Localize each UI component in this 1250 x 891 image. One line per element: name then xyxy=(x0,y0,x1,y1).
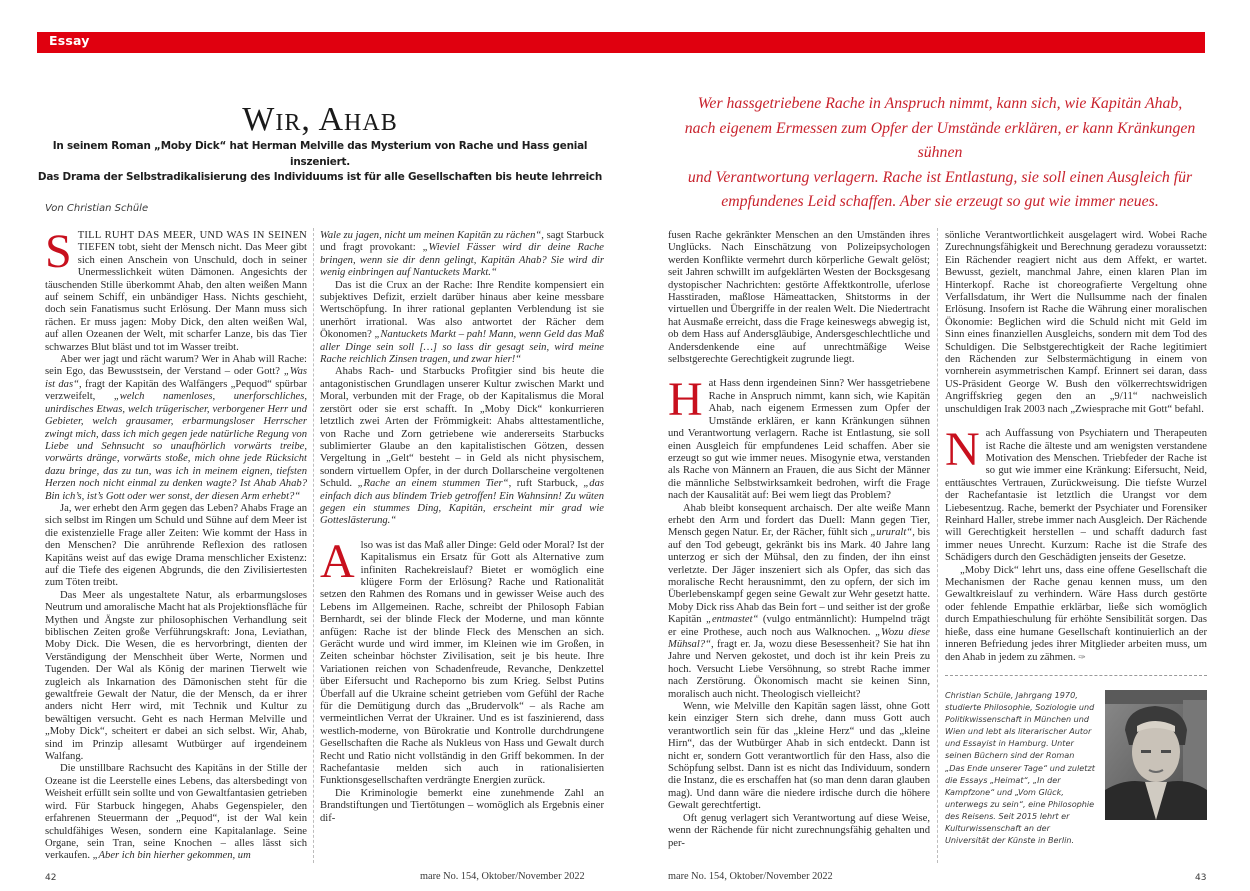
paragraph xyxy=(45,763,307,862)
paragraph xyxy=(320,534,604,788)
subtitle-line: Das Drama der Selbstradikalisierung des Individuums ist für alle Gesellschaften bis heute lehrreich xyxy=(37,171,603,183)
byline: Von Christian Schüle xyxy=(45,203,149,214)
paragraph: sönliche Verantwortlichkeit ausgelagert wird. Wobei Rache Zurechnungsfähigkeit und Berechnung geradezu voraussetzt: Ein Rächender reagiert nicht aus dem Affekt, er wartet. Bewusst, gezielt, manchmal Jahre, einen klaren Plan im Hinterkopf. Rache ist choreografierte Vergeltung ohne Verfallsdatum, ihr Wert die Nullsumme nach der finalen Erlösung. Insofern ist Rache die Währung einer moralischen Ökonomie: Beglichen wird die Schuld nicht mit Geld im Sinn eines finanziellen Ausgleichs, sondern mit dem Tod des Schuldigen. Die Selbstgerechtigkeit der Rache legitimiert den Rächenden zur Selbstermächtigung in einem von vornherein asymmetrischen Kampf. Erinnert sei daran, dass US-Präsident George W. Bush den völkerrechtswidrigen Angriffskrieg gegen den an „9/11“ nachweislich unschuldigen Irak 2003 nach „Zwiesprache mit Gott“ befahl. xyxy=(945,230,1207,415)
drop-cap: S xyxy=(45,225,72,278)
quote-text: „ururalt“ xyxy=(870,527,913,539)
paragraph-text: Die unstillbare Rachsucht des Kapitäns in der Stille der Ozeane ist die Leerstelle eines Lebens, das altersbedingt von Weisheit erfüllt sein sollte und von Gewaltfantasien getrieben wird. Für Starbuck hingegen, Ahabs Gegenspieler, den erfahrenen Steuermann der „Pequod“, ist der Wal kein schuldfähiges Wesen, sondern eine Kapitalanlage. Seine Organe, sein Tran, seine Knochen – alles lässt sich verkaufen. xyxy=(45,763,307,862)
drop-cap: H xyxy=(668,373,703,427)
article-column-4 xyxy=(945,230,1207,665)
author-photo xyxy=(1105,690,1207,820)
page-number-right: 43 xyxy=(1195,873,1207,883)
paragraph xyxy=(320,230,604,280)
pull-quote-line: nach eigenem Ermessen zum Opfer der Umstände erklären, er kann Kränkungen sühnen xyxy=(684,119,1196,161)
paragraph xyxy=(668,503,930,702)
pull-quote xyxy=(672,92,1208,215)
quote-text: „Aber ich bin hierher gekommen, um xyxy=(92,850,251,862)
paragraph xyxy=(668,373,930,502)
section-label: Essay xyxy=(49,33,90,48)
paragraph-text: , ruft Starbuck, xyxy=(508,478,584,490)
subtitle-line: In seinem Roman „Moby Dick“ hat Herman Melville das Mysterium von Rache und Hass genial inszeniert. xyxy=(52,140,588,168)
paragraph-text: Ahabs Rach- und Starbucks Profitgier sind bis heute die antagonistischen Grundlagen unserer Kultur zwischen Markt und Moral, verbunden mit der Frage, ob der Kapitalismus die Moral zerstört oder sie erst schafft. In „Moby Dick“ konkurrieren letztlich zwei Arten der Frömmigkeit: Ahabs alttestamentliche, von Rache und Zorn getriebene wie andererseits Starbucks sublimierter Glaube an den kapitalistischen Götzen, dessen Vergeltung in „Gelt“ besteht – in Geld als nicht physischem, sondern virtuellem Opfer, in der durch Dollarscheine vergoltenen Schuld. xyxy=(320,366,604,490)
paragraph-text: lso was ist das Maß aller Dinge: Geld oder Moral? Ist der Kapitalismus ein Ersatz für Gott als Alternative zum infiniten Rachekreislauf? Bietet er womöglich eine klügere Form der Erlösung? Rache und Rationalität setzen den Rahmen des Romans und in gewisser Weise auch des Lebens im Allgemeinen. Rache, schreibt der Philosoph Fabian Bernhardt, sei der blinde Fleck der Moderne, und man könnte anfügen: Rache ist der blinde Fleck des Menschen an sich. Gerächt wurde und wird immer, im Kleinen wie im Großen, in Zeiten scheinbar höchster Zivilisation, seit je bis heute. Ihre Variationen reichen von Schadenfreude, Revanche, Denkzettel über Eifersucht und Racheporno bis zum Krieg. Selbst Putins Überfall auf die Ukraine scheint getrieben vom Gefühl der Rache für die Demütigung durch das „Brudervolk“ – als Rache am vermeintlichen Verrat der Ukrainer. Und es ist faszinierend, dass westlich-moderne, von Bürokratie und Kontrolle durchdrungene Gesellschaften die Rache als Nukleus von Hass und Gewalt durch Recht und Ratio nicht vollständig in den Griff bekommen. In der Rachefantasie melden sich auch in rationalisierten Funktionsgesellschaften verdrängte Energien zurück. xyxy=(320,539,604,787)
quote-text: „Wieviel Fässer wird dir deine Rache bringen, wenn sie dir denn gelingt, Kapitän Ahab? Sie wird dir wenig einbringen auf Nantuckets Markt.“ xyxy=(320,242,604,279)
paragraph-text: , sagt Starbuck und fragt provokant: xyxy=(320,230,604,254)
issue-info-left: mare No. 154, Oktober/November 2022 xyxy=(420,871,585,882)
paragraph xyxy=(945,565,1207,665)
paragraph: fusen Rache gekränkter Menschen an den Umständen ihres Unglücks. Nach Einschätzung von Polizeipsychologen werden Konflikte vermehrt durch körperliche Gewalt gelöst; seit Jahren schwillt im aufgeklärten Westen der Bocksgesang dystopischer Nachrichten: gestörte Affektkontrolle, uferlose Hasstiraden, maßlose Hämeattacken, Shitstorms in der virtuellen und Übergriffe in der realen Welt. Die Niedertracht hat Ausmaße erreicht, dass die Frage keineswegs abwegig ist, ob dem Hass auf Andersgläubige, Andersgeschlechtliche und Andersdenkende eine auf unrechtmäßige Weise selbstgerechte Gerechtigkeit zugrunde liegt. xyxy=(668,230,930,366)
pull-quote-line: und Verantwortung verlagern. Rache ist Entlastung, sie soll einen Ausgleich für xyxy=(687,168,1193,186)
quote-text: „entmastet“ xyxy=(706,614,759,626)
paragraph-text: Das ist die Crux an der Rache: Ihre Rendite kompensiert ein subjektives Defizit, erzielt darüber hinaus aber keine messbare Wertschöpfung. In ihrer rational geplanten Verblendung ist sie unerhört irrational. Was also antwortet der Rächer dem Ökonomen? xyxy=(320,279,604,341)
quote-text: „Nantuckets Markt – pah! Mann, wenn Geld das Maß aller Dinge sein soll […] so lass dir gesagt sein, wird meine Rache reichlich Zinsen tragen, und zwar hier!“ xyxy=(320,329,604,366)
section-header-bar xyxy=(37,32,1205,53)
paragraph-text: , fragt der Kapitän des Walfängers „Pequod“ spürbar verzweifelt, xyxy=(45,378,307,403)
article-subtitle xyxy=(25,139,615,186)
paragraph xyxy=(45,354,307,503)
paragraph-text: tobt, sieht der Mensch nicht. Das Meer gibt sich einen Anschein von Unschuld, doch in seiner Unermesslichkeit wüten Dämonen. Angesichts der täuschenden Stille überkommt Ahab, den alten weißen Mann auf seinem Schiff, ein unbändiger Hass. Nichts geschieht, doch sein Fanatismus sucht Erlösung. Der Mann muss sich rächen. Er muss jagen: Moby Dick, den alten weißen Wal, auf allen Ozeanen der Welt, mit scharfer Lanze, bis das Tier schwarzes Blut bläst und tot im Wasser treibt. xyxy=(45,242,307,353)
quote-text: Wale zu jagen, nicht um meinen Kapitän zu rächen“ xyxy=(320,230,542,241)
quote-text: „welch namenloses, unerforschliches, unirdisches Etwas, welch trügerischer, verborgener Herr und Gebieter, welch grausamer, erbarmungsloser Herrscher zwingt mich, dass ich mich gegen jede natürliche Regung von Liebe und Sehnsucht so unaufhörlich vorwärts treibe, vorwärts dränge, vorwärts stoße, mich ohne jede Rücksicht dazu bringe, das zu tun, was ich in meinem eignen, tiefsten Herzen noch nicht einmal zu denken wagte? Ist Ahab Ahab? Bin ich’s, ist’s Gott oder wer sonst, der diesen Arm erhebt?“ xyxy=(45,391,307,502)
page-number-left: 42 xyxy=(45,873,57,883)
article-column-2 xyxy=(320,230,604,825)
column-divider xyxy=(313,228,314,863)
paragraph: Die Kriminologie bemerkt eine zunehmende Zahl an Brandstiftungen und Tiertötungen – womöglich als Ergebnis einer dif- xyxy=(320,787,604,824)
column-divider xyxy=(937,228,938,863)
quote-text: „Was ist das“ xyxy=(45,366,307,390)
paragraph: Das Meer als ungestaltete Natur, als erbarmungsloses Neutrum und amoralische Macht hat als Projektionsfläche für Mythen und Ängste zur philosophischen Verhandlung seit biblischen Zeiten große Verführungskraft: Jona, Leviathan, Moby Dick. Die Wesen, die es hervorbringt, dienten der Verständigung der Menschheit über Werte, Normen und Tugenden. Der Wal als König der marinen Tierwelt wie zugleich als Inkarnation des Dämonischen steht für die gewaltfreie Gewalt der Natur, die der Mensch, da er ihrer anders nicht Herr wird, mit Technik und Kultur zu bewältigen versucht. Geht es nach Herman Melville und „Moby Dick“, scheitert er dabei an sich selbst. Wir, Ahab, sind im Prinzip allesamt Wutbürger auf irgendeinem Walfang. xyxy=(45,589,307,763)
drop-cap: N xyxy=(945,423,980,477)
paragraph-text: , bis auf den Tod gebeugt, gekränkt bis ins Mark. 40 Jahre lang unterzog er sich der Mühsal, den zu finden, der ihn einst verletzte. Der Jäger inszeniert sich als Opfer, das sich das moralische Recht herausnimmt, den zu opfern, der sich im Überlebenskampf gegen seine Gewalt zur Wehr gesetzt hatte. Moby Dick riss Ahab das Bein fort – und seither ist der große Kapitän xyxy=(668,527,930,626)
end-mark-icon: ✑ xyxy=(1078,652,1086,663)
author-portrait-icon xyxy=(1105,690,1207,820)
paragraph-text: ach Auffassung von Psychiatern und Therapeuten ist Rache die älteste und am wenigsten verstandene Motivation des Menschen. Triebfeder der Rache ist so gut wie immer eine Kränkung: Eifersucht, Neid, enttäuschtes Vertrauen, Zurückweisung. Die tiefste Wurzel der Rachefantasie ist letztlich die Urangst vor dem Liebesentzug. Rache, bemerkt der Psychiater und Forensiker Reinhard Haller, strebe immer nach Ausgleich. Der Rächende will Gerechtigkeit herstellen – und schafft dadurch fast immer neues Unrecht. Kurzum: Rache ist die Strafe des Schädigers durch den Geschädigten jenseits der Gesetze. xyxy=(945,428,1207,564)
paragraph-text: , fragt er. Ja, wozu diese Besessenheit? Sie hat ihn Jahre und Nerven gekostet, und doch ist ihr kein Preis zu hoch. Versucht Liebe Versöhnung, so strebt Rache immer nach Zerstörung. Ökonomisch macht sie keinen Sinn, moralisch auch nicht. Theologisch vielleicht? xyxy=(668,639,930,700)
paragraph-text: Ahab bleibt konsequent archaisch. Der alte weiße Mann erhebt den Arm und fordert das Duell: Mann gegen Tier, Mensch gegen Natur. Er, der Rächer, fühlt sich xyxy=(668,502,930,539)
article-column-3 xyxy=(668,230,930,850)
paragraph: Wenn, wie Melville den Kapitän sagen lässt, ohne Gott kein einziger Stern sich drehe, dann muss Gott auch verantwortlich sein für das „kleine Herz“ und das „kleine Hirn“, das der Wutbürger Ahab in sich entdeckt. Dann ist nicht er, sondern Gott verantwortlich für den Hass, also die Schöpfung selbst. Dann ist es nicht das Individuum, sondern die Instanz, die es erschaffen hat (so man denn daran glauben mag). Und dann wäre die niedere irdische durch die höhere Gewalt gerechtfertigt. xyxy=(668,701,930,812)
quote-text: „Wozu diese Mühsal?“ xyxy=(668,626,930,650)
paragraph-text: „Moby Dick“ lehrt uns, dass eine offene Gesellschaft die Mechanismen der Rache genau kennen muss, um den Gewaltkreislauf zu verhindern. Wäre Hass durch gestörte oder fehlende Empathie erklärbar, ließe sich womöglich durch Empathieschulung für erhöhte Sensibilität sorgen. Das hieße, dass eine humane Gesellschaft kontinuierlich an der inneren Befriedung jedes ihrer Mitglieder arbeiten muss, um den Ahab in jedem zu zähmen. xyxy=(945,564,1207,664)
paragraph-text: (vulgo entmännlicht): Humpelnd trägt er eine Prothese, auch noch aus Walknochen. xyxy=(668,614,931,638)
quote-text: „Rache an einem stummen Tier“ xyxy=(357,478,509,490)
paragraph xyxy=(45,225,307,354)
drop-cap: A xyxy=(320,534,355,588)
article-column-1 xyxy=(45,225,307,863)
paragraph-text: at Hass denn irgendeinen Sinn? Wer hassgetriebene Rache in Anspruch nimmt, kann sich, wie Kapitän Ahab, nach eigenem Ermessen zum Opfer der Umstände erklären, er kann Kränkungen sühnen und Verantwortung verlagern. Rache ist Entlastung, sie soll einen Ausgleich für empfundenes Leid schaffen. Aber sie erzeugt so gut wie immer neues. Misogynie etwa, verstanden als Rache von Männern an Frauen, die aus Sicht der Männer die männliche Selbstwirksamkeit bedrohen, wirft die Frage nach der Kausalität auf: Bei wem liegt das Problem? xyxy=(668,378,930,502)
pull-quote-line: empfundenes Leid schaffen. Aber sie erzeugt so gut wie immer neues. xyxy=(721,193,1159,210)
paragraph xyxy=(945,423,1207,564)
paragraph xyxy=(320,280,604,367)
paragraph: Oft genug verlagert sich Verantwortung auf diese Weise, wenn der Rächende für nicht zurechnungsfähig gehalten und per- xyxy=(668,812,930,849)
issue-info-right: mare No. 154, Oktober/November 2022 xyxy=(668,871,833,882)
paragraph-text: Aber wer jagt und rächt warum? Wer in Ahab will Rache: sein Ego, das Bewusstsein, der Verstand – oder Gott? xyxy=(45,354,307,378)
paragraph: Ja, wer erhebt den Arm gegen das Leben? Ahabs Frage an sich selbst im Ringen um Schuld und Sühne auf dem Meer ist die existenzielle Frage aller Zeiten: Wie kommt der Hass in den Menschen? Die anrührende Reflexion des ratlosen Kapitäns weist auf das ewige Drama menschlicher Existenz: auf die Tiefe des eigenen Abgrunds, die den Zivilisiertesten zum Töten treibt. xyxy=(45,502,307,589)
bio-separator xyxy=(945,675,1207,676)
paragraph xyxy=(320,366,604,527)
pull-quote-line: Wer hassgetriebene Rache in Anspruch nimmt, kann sich, wie Kapitän Ahab, xyxy=(697,95,1183,112)
author-bio: Christian Schüle, Jahrgang 1970, studierte Philosophie, Soziologie und Politikwissenschaft in München und Wien und lebt als literarischer Autor und Essayist in Hamburg. Unter seinen Büchern sind der Roman „Das Ende unserer Tage“ und zuletzt die Essays „Heimat“, „In der Kampfzone“ und „Vom Glück, unterwegs zu sein“, eine Philosophie des Reisens. Seit 2015 lehrt er Kulturwissenschaft an der Universität der Künste in Berlin. xyxy=(945,690,1095,846)
article-title: Wir, Ahab xyxy=(242,101,398,138)
lead-in-caps: TILL RUHT DAS MEER, UND WAS IN SEINEN TIEFEN xyxy=(77,230,307,254)
quote-text: „das einfach dich aus blindem Trieb getroffen! Ein Wahnsinn! Zu wüten gegen ein stummes Ding, Kapitän, erscheint mir grad wie Gotteslästerung.“ xyxy=(320,478,604,527)
